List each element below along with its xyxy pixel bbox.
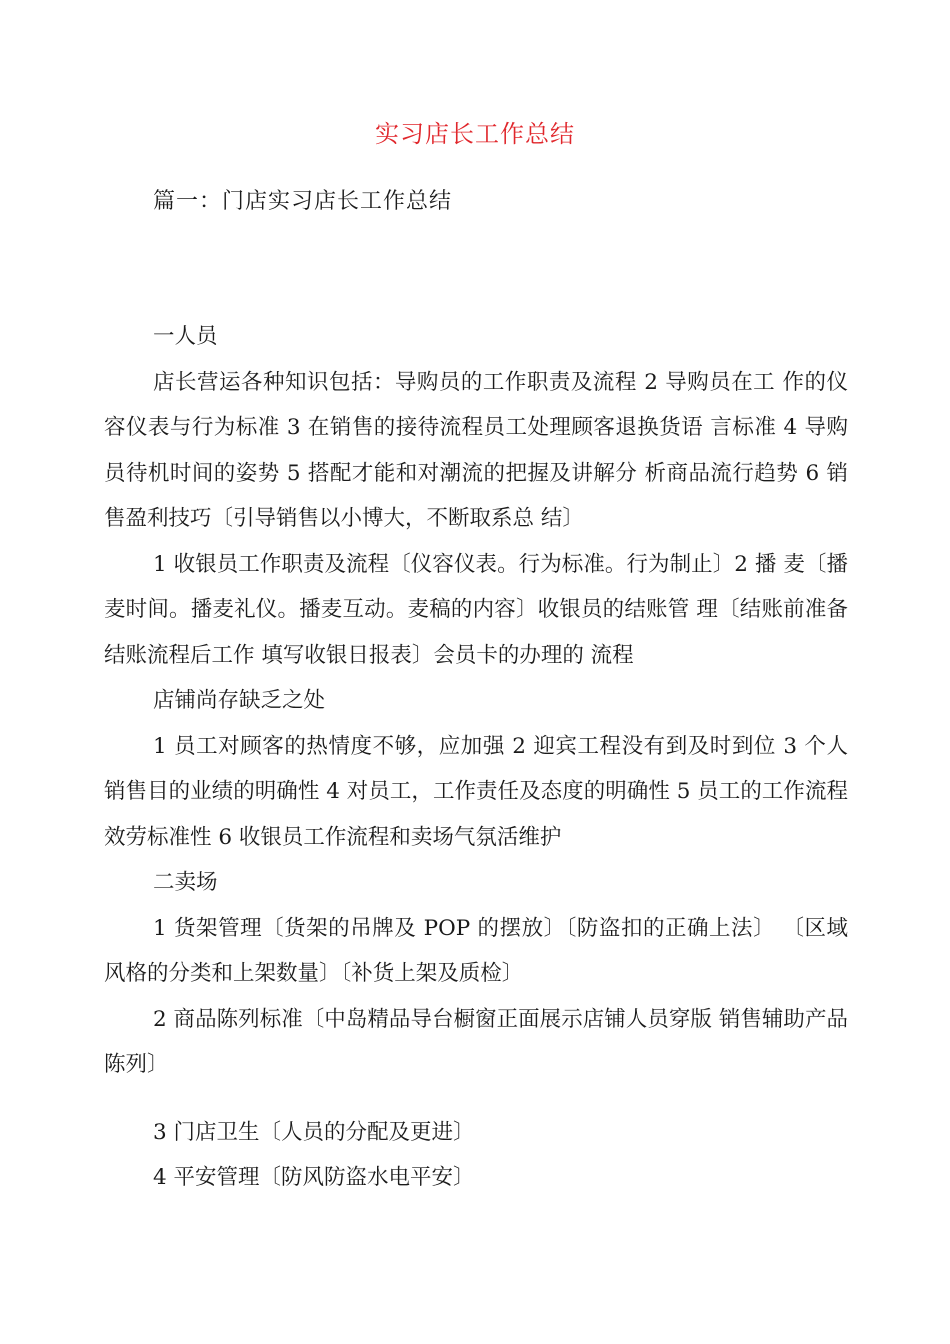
paragraph-safety-management: 4 平安管理〔防风防盗水电平安〕 bbox=[153, 1165, 475, 1190]
document-subtitle: 篇一：门店实习店长工作总结 bbox=[153, 189, 453, 214]
paragraph-shelf-management: 1 货架管理〔货架的吊牌及 POP 的摆放〕〔防盗扣的正确上法〕 〔区域风格的分类和上架数量〕〔补货上架及质检〕 bbox=[104, 915, 848, 986]
document-title: 实习店长工作总结 bbox=[375, 120, 575, 148]
paragraph-store-manager-knowledge: 店长营运各种知识包括：导购员的工作职责及流程 2 导购员在工 作的仪容仪表与行为标准 3 在销售的接待流程员工处理顾客退换货语 言标准 4 导购员待机时间的姿势 5 搭配才能和对潮流的把握及讲解分 析商品流行趋势 6 销售盈利技巧〔引导销售以小博大，不断取系总 结〕 bbox=[104, 369, 848, 531]
paragraph-shortcomings-list: 1 员工对顾客的热情度不够，应加强 2 迎宾工程没有到及时到位 3 个人销售目的业绩的明确性 4 对员工，工作责任及态度的明确性 5 员工的工作流程效劳标准性 6 收银员工作流程和卖场气氛活维护 bbox=[104, 733, 848, 850]
section-heading-sales-floor: 二卖场 bbox=[153, 870, 218, 895]
paragraph-display-standards: 2 商品陈列标准〔中岛精品导台橱窗正面展示店铺人员穿版 销售辅助产品陈列〕 bbox=[104, 1006, 848, 1077]
paragraph-store-hygiene: 3 门店卫生〔人员的分配及更进〕 bbox=[153, 1119, 475, 1145]
document-body bbox=[104, 314, 848, 1201]
section-heading-shortcomings: 店铺尚存缺乏之处 bbox=[153, 688, 326, 713]
paragraph-cashier-duties: 1 收银员工作职责及流程〔仪容仪表。行为标准。行为制止〕2 播 麦〔播麦时间。播麦礼仪。播麦互动。麦稿的内容〕收银员的结账管 理〔结账前准备结账流程后工作 填写收银日报表〕会员卡的办理的 流程 bbox=[104, 551, 848, 668]
section-heading-personnel: 一人员 bbox=[153, 324, 218, 349]
